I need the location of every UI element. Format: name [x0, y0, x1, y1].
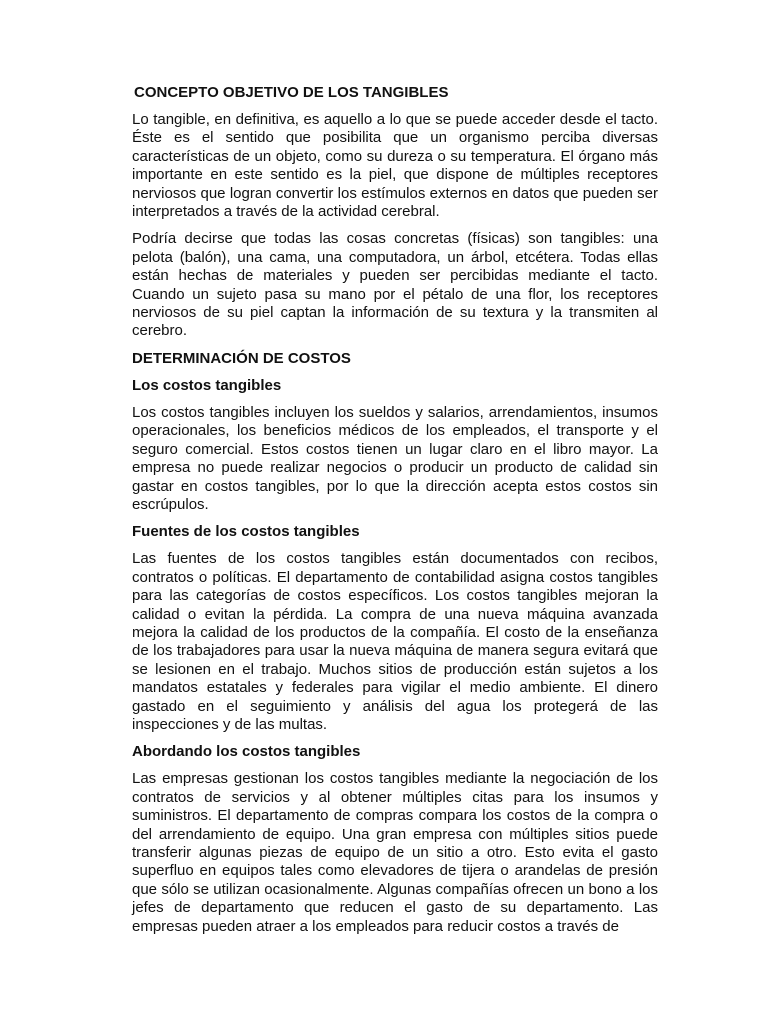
paragraph-fuentes: Las fuentes de los costos tangibles están documentados con recibos, contratos o políticas. El departamento de contabilidad asigna costos tangibles para las categorías de costos específicos. Los costos tangibles mejoran la calidad o evitan la pérdida. La compra de una nueva máquina avanzada mejora la calidad de los productos de la compañía. El costo de la enseñanza de los trabajadores para usar la nueva máquina de manera segura evitará que se lesionen en el trabajo. Muchos sitios de producción están sujetos a los mandatos estatales y federales para vigilar el medio ambiente. El dinero gastado en el seguimiento y análisis del agua los protegerá de las inspecciones y de las multas. — [132, 550, 658, 733]
heading-costos-tangibles: Los costos tangibles — [132, 376, 282, 394]
paragraph-tangible-definition: Lo tangible, en definitiva, es aquello a lo que se puede acceder desde el tacto. Éste es el sentido que posibilita que un organismo perciba diversas características de un objeto, como su dureza o su temperatura. El órgano más importante en este sentido es la piel, que dispone de múltiples receptores nerviosos que logran convertir los estímulos externos en datos que pueden ser interpretados a través de la actividad cerebral. — [132, 111, 658, 221]
heading-determinacion-costos: DETERMINACIÓN DE COSTOS — [132, 349, 351, 367]
paragraph-costos-tangibles: Los costos tangibles incluyen los sueldos y salarios, arrendamientos, insumos operacionales, los beneficios médicos de los empleados, el transporte y el seguro comercial. Estos costos tienen un lugar claro en el libro mayor. La empresa no puede realizar negocios o producir un producto de calidad sin gastar en costos tangibles, por lo que la dirección acepta estos costos sin escrúpulos. — [132, 403, 658, 513]
paragraph-abordando: Las empresas gestionan los costos tangibles mediante la negociación de los contratos de servicios y al obtener múltiples citas para los insumos y suministros. El departamento de compras compara los costos de la compra o del arrendamiento de equipo. Una gran empresa con múltiples sitios puede transferir algunas piezas de equipo de un sitio a otro. Esto evita el gasto superfluo en equipos tales como elevadores de tijera o arandelas de presión que sólo se utilizan ocasionalmente. Algunas compañías ofrecen un bono a los jefes de departamento que reducen el gasto de su departamento. Las empresas pueden atraer a los empleados para reducir costos a través de — [132, 770, 658, 935]
heading-fuentes: Fuentes de los costos tangibles — [132, 523, 360, 541]
paragraph-tangible-examples: Podría decirse que todas las cosas concretas (físicas) son tangibles: una pelota (balón), una cama, una computadora, un árbol, etcétera. Todas ellas están hechas de materiales y pueden ser percibidas mediante el tacto. Cuando un sujeto pasa su mano por el pétalo de una flor, los receptores nerviosos de su piel captan la información de su textura y la transmiten al cerebro. — [132, 230, 658, 340]
document-title: CONCEPTO OBJETIVO DE LOS TANGIBLES — [134, 84, 449, 101]
heading-abordando: Abordando los costos tangibles — [132, 743, 361, 761]
